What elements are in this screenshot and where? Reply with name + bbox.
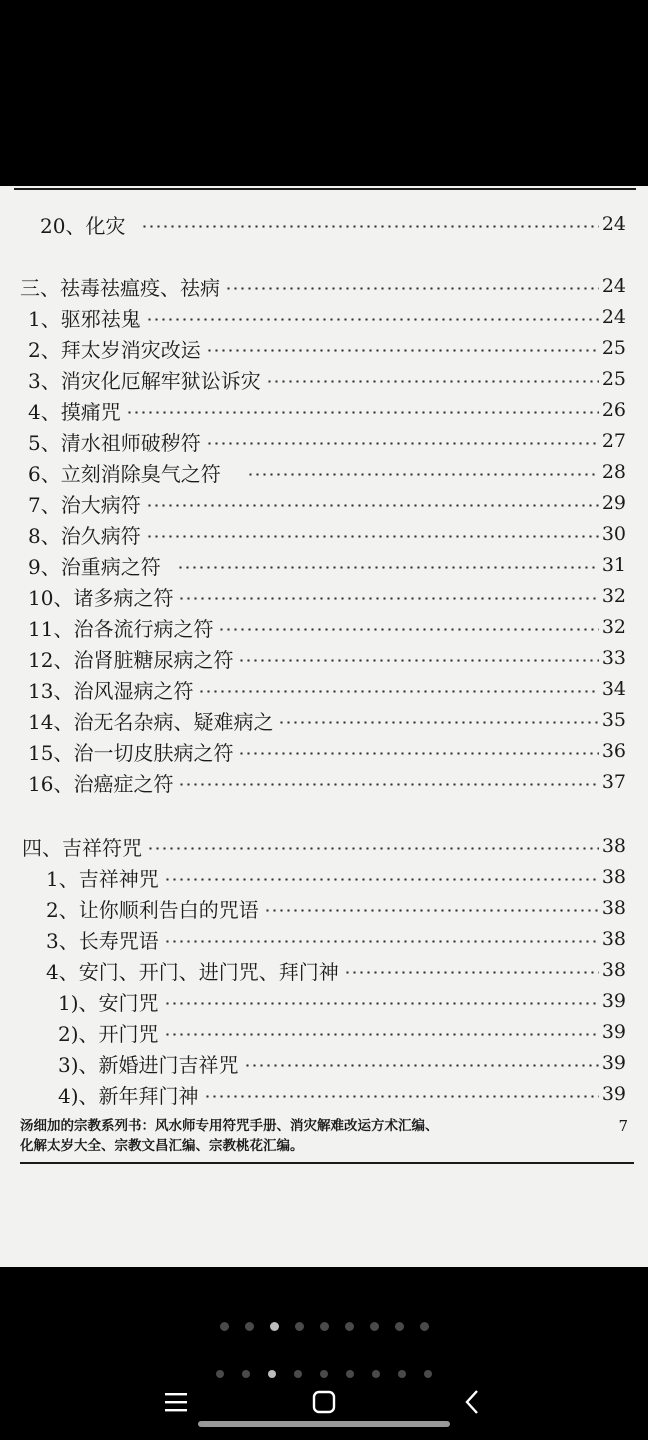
toc-entry: 16、治癌症之符 37 xyxy=(28,771,626,796)
toc-entry: 10、诸多病之符 32 xyxy=(28,585,626,610)
page-dot[interactable] xyxy=(216,1370,224,1378)
toc-entry: 4)、新年拜门神 39 xyxy=(58,1083,626,1108)
page-dot[interactable] xyxy=(345,1322,354,1331)
page-dot[interactable] xyxy=(372,1370,380,1378)
toc-entry: 1)、安门咒 39 xyxy=(58,990,626,1015)
toc-entry: 15、治一切皮肤病之符 36 xyxy=(28,740,626,765)
gesture-bar[interactable] xyxy=(198,1421,450,1427)
toc-entry: 2、让你顺利告白的咒语 38 xyxy=(46,897,626,922)
page-dot[interactable] xyxy=(320,1322,329,1331)
page-dot[interactable] xyxy=(424,1370,432,1378)
page-dot[interactable] xyxy=(395,1322,404,1331)
home-button[interactable] xyxy=(300,1384,348,1420)
toc-entry: 6、立刻消除臭气之符 28 xyxy=(28,461,626,486)
page-dot[interactable] xyxy=(320,1370,328,1378)
toc-entry: 14、治无名杂病、疑难病之 35 xyxy=(28,709,626,734)
toc-entry: 1、吉祥神咒 38 xyxy=(46,866,626,891)
toc-entry: 1、驱邪祛鬼 24 xyxy=(28,306,626,331)
toc-entry: 3、长寿咒语 38 xyxy=(46,928,626,953)
toc-section: 三、祛毒祛瘟疫、祛病 24 xyxy=(20,275,626,300)
toc-entry: 13、治风湿病之符 34 xyxy=(28,678,626,703)
page-dot[interactable] xyxy=(242,1370,250,1378)
page-dot[interactable] xyxy=(294,1370,302,1378)
page-dot[interactable] xyxy=(398,1370,406,1378)
page-dot-active[interactable] xyxy=(268,1370,276,1378)
toc-entry: 4、摸痛咒 26 xyxy=(28,399,626,424)
page-number: 7 xyxy=(618,1117,628,1135)
document-page[interactable] xyxy=(0,186,648,1267)
page-dot[interactable] xyxy=(245,1322,254,1331)
toc-entry: 20、化灾 24 xyxy=(40,213,626,238)
back-icon xyxy=(463,1389,481,1415)
footer-line: 汤细加的宗教系列书：风水师专用符咒手册、消灾解难改运方术汇编、 xyxy=(20,1118,439,1134)
top-rule xyxy=(14,188,636,190)
toc-section: 四、吉祥符咒 38 xyxy=(22,835,626,860)
toc-entry: 9、治重病之符 31 xyxy=(28,554,626,579)
toc-entry: 4、安门、开门、进门咒、拜门神 38 xyxy=(46,959,626,984)
toc-entry: 2、拜太岁消灾改运 25 xyxy=(28,337,626,362)
nav-indicator[interactable] xyxy=(0,1370,648,1378)
page-dot[interactable] xyxy=(295,1322,304,1331)
page-dot[interactable] xyxy=(346,1370,354,1378)
home-icon xyxy=(312,1390,336,1414)
menu-icon xyxy=(164,1391,188,1413)
menu-button[interactable] xyxy=(152,1384,200,1420)
back-button[interactable] xyxy=(448,1384,496,1420)
toc-entry: 5、清水祖师破秽符 27 xyxy=(28,430,626,455)
footer-rule xyxy=(20,1162,634,1164)
page-footer xyxy=(20,1116,632,1156)
top-black-area xyxy=(0,0,648,186)
toc-entry: 11、治各流行病之符 32 xyxy=(28,616,626,641)
toc-entry: 3、消灾化厄解牢狱讼诉灾 25 xyxy=(28,368,626,393)
page-dot-active[interactable] xyxy=(270,1322,279,1331)
toc-entry: 3)、新婚进门吉祥咒 39 xyxy=(58,1052,626,1077)
page-dot[interactable] xyxy=(370,1322,379,1331)
toc-entry: 12、治肾脏糖尿病之符 33 xyxy=(28,647,626,672)
page-indicator[interactable] xyxy=(0,1322,648,1331)
toc-entry: 2)、开门咒 39 xyxy=(58,1021,626,1046)
toc-entry: 7、治大病符 29 xyxy=(28,492,626,517)
toc-entry: 8、治久病符 30 xyxy=(28,523,626,548)
page-dot[interactable] xyxy=(420,1322,429,1331)
page-dot[interactable] xyxy=(220,1322,229,1331)
footer-line: 化解太岁大全、宗教文昌汇编、宗教桃花汇编。 xyxy=(20,1138,304,1154)
